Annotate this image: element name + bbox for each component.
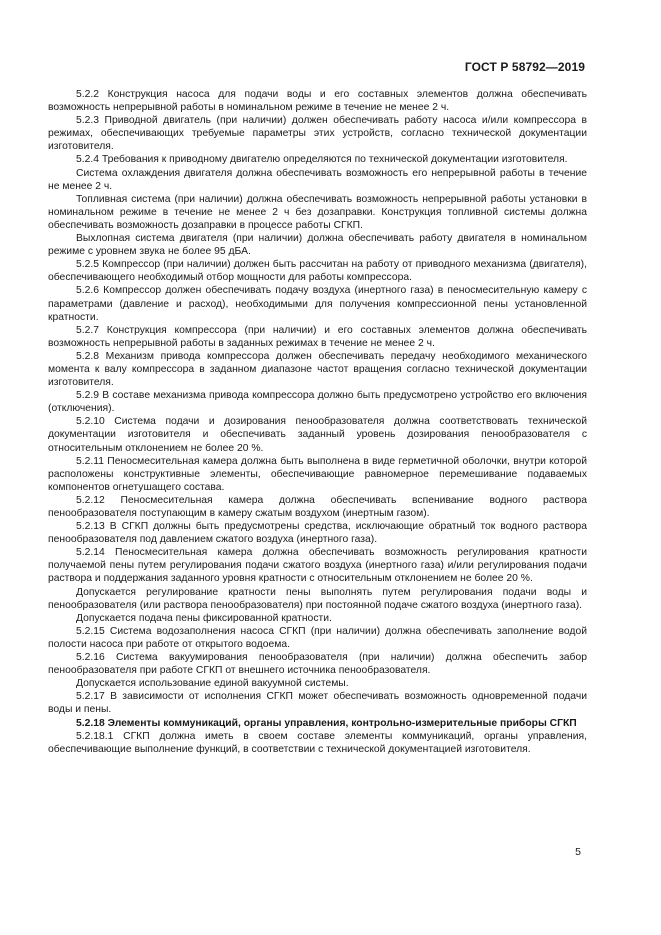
paragraph-5-2-15: 5.2.15 Система водозаполнения насоса СГКП (при наличии) должна обеспечивать заполнение водой полости насоса при работе от открытого водоема.	[48, 625, 587, 650]
document-body	[48, 88, 587, 756]
page-number: 5	[575, 846, 581, 858]
paragraph-5-2-8: 5.2.8 Механизм привода компрессора должен обеспечивать передачу необходимого механического момента к валу компрессора в заданном диапазоне частот вращения согласно технической документации изготовителя.	[48, 350, 587, 389]
paragraph-5-2-14: 5.2.14 Пеносмесительная камера должна обеспечивать возможность регулирования кратности получаемой пены путем регулирования подачи сжатого воздуха (инертного газа) и/или регулирования подачи раствора и поддержания заданного уровня кратности с относительным отклонением не более 20 %.	[48, 547, 587, 585]
section-heading-5-2-18: 5.2.18 Элементы коммуникаций, органы управления, контрольно-измерительные приборы СГКП	[76, 717, 577, 729]
paragraph-5-2-3: 5.2.3 Приводной двигатель (при наличии) должен обеспечивать работу насоса и/или компрессора в режимах, обеспечивающих требуемые параметры этих устройств, согласно технической документации изготовителя.	[48, 115, 587, 153]
document-code-header: ГОСТ Р 58792—2019	[464, 60, 585, 74]
paragraph-cooling-system: Система охлаждения двигателя должна обеспечивать возможность его непрерывной работы в течение не менее 2 ч.	[48, 167, 587, 192]
paragraph-allowed-vacuum: Допускается использование единой вакуумной системы.	[76, 678, 349, 690]
paragraph-fuel-system: Топливная система (при наличии) должна обеспечивать возможность непрерывной работы установки в номинальном режиме в течение не менее 2 ч без дозаправки. Конструкция топливной системы должна обеспечивать возможность дозаправки в процессе работы СГКП.	[48, 193, 587, 231]
paragraph-5-2-18-1: 5.2.18.1 СГКП должна иметь в своем составе элементы коммуникаций, органы управления, обеспечивающие выполнение функций, в соответствии с технической документацией изготовителя.	[48, 730, 587, 755]
paragraph-5-2-13: 5.2.13 В СГКП должны быть предусмотрены средства, исключающие обратный ток водного раствора пенообразователя под давлением сжатого воздуха (инертного газа).	[48, 521, 587, 546]
paragraph-5-2-4: 5.2.4 Требования к приводному двигателю определяются по технической документации изготовителя.	[76, 154, 568, 166]
paragraph-5-2-16: 5.2.16 Система вакуумирования пенообразователя (при наличии) должна обеспечить забор пенообразователя при работе СГКП от внешнего источника пенообразователя.	[48, 652, 587, 677]
paragraph-5-2-17: 5.2.17 В зависимости от исполнения СГКП может обеспечивать возможность одновременной подачи воды и пены.	[48, 691, 587, 716]
paragraph-5-2-5: 5.2.5 Компрессор (при наличии) должен быть рассчитан на работу от приводного механизма (двигателя), обеспечивающего необходимый отбор мощности для работы компрессора.	[48, 259, 587, 284]
paragraph-5-2-9: 5.2.9 В составе механизма привода компрессора должно быть предусмотрено устройство его включения (отключения).	[48, 390, 587, 415]
paragraph-allowed-regulation: Допускается регулирование кратности пены выполнять путем регулирования подачи воды и пенообразователя (или раствора пенообразователя) при постоянной подаче сжатого воздуха (инертного газа).	[48, 586, 587, 611]
paragraph-5-2-7: 5.2.7 Конструкция компрессора (при наличии) и его составных элементов должна обеспечивать возможность непрерывной работы в заданных режимах в течение не менее 2 ч.	[48, 324, 587, 349]
paragraph-5-2-6: 5.2.6 Компрессор должен обеспечивать подачу воздуха (инертного газа) в пеносмесительную камеру с параметрами (давление и расход), необходимыми для получения компрессионной пены установленной кратности.	[48, 285, 587, 323]
paragraph-allowed-fixed-foam: Допускается подача пены фиксированной кратности.	[76, 612, 332, 624]
paragraph-exhaust-system: Выхлопная система двигателя (при наличии) должна обеспечивать работу двигателя в номинальном режиме с уровнем звука не более 95 дБА.	[48, 233, 587, 258]
paragraph-5-2-11: 5.2.11 Пеносмесительная камера должна быть выполнена в виде герметичной оболочки, внутри которой расположены конструктивные элементы, обеспечивающие равномерное перемешивание подаваемых компонентов огнетушащего состава.	[48, 455, 587, 493]
paragraph-5-2-2: 5.2.2 Конструкция насоса для подачи воды и его составных элементов должна обеспечивать возможность непрерывной работы в номинальном режиме в течение не менее 2 ч.	[48, 89, 587, 114]
paragraph-5-2-10: 5.2.10 Система подачи и дозирования пенообразователя должна соответствовать технической документации изготовителя и обеспечивать заданный уровень дозирования пенообразователя с относительным отклонением не более 20 %.	[48, 416, 587, 454]
paragraph-5-2-12: 5.2.12 Пеносмесительная камера должна обеспечивать вспенивание водного раствора пенообразователя поступающим в камеру сжатым воздухом (инертным газом).	[48, 494, 587, 519]
